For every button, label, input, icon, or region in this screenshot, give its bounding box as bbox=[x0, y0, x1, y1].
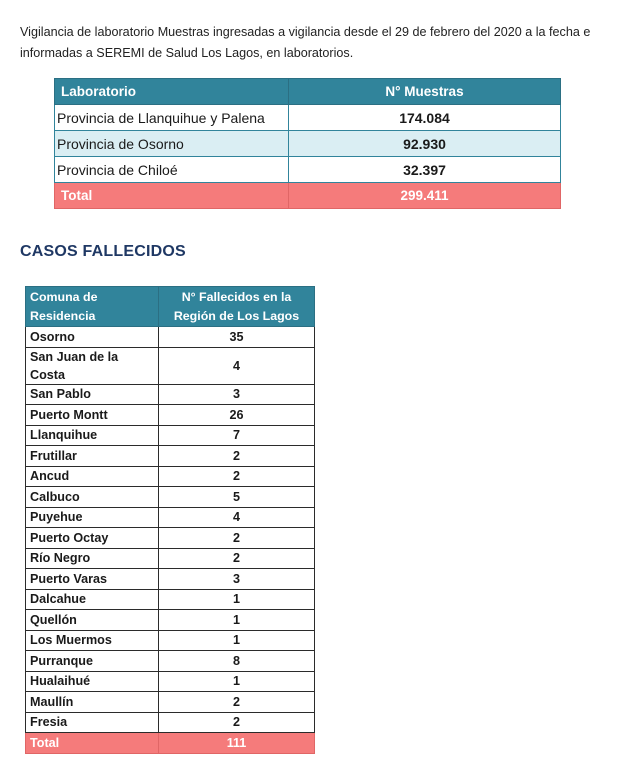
laboratory-samples-table bbox=[54, 78, 561, 209]
lab-total-label: Total bbox=[55, 183, 289, 209]
deaths-header-comuna-line2: Residencia bbox=[30, 308, 96, 323]
comuna-cell: Hualaihué bbox=[26, 671, 159, 692]
lab-header-muestras: N° Muestras bbox=[289, 79, 561, 105]
comuna-cell: Purranque bbox=[26, 651, 159, 672]
deaths-total-row bbox=[26, 733, 315, 754]
deaths-count-cell: 8 bbox=[159, 651, 315, 672]
table-row bbox=[26, 651, 315, 672]
deaths-table-header-row bbox=[26, 287, 315, 327]
deaths-header-comuna bbox=[26, 287, 159, 327]
deaths-count-cell: 5 bbox=[159, 487, 315, 508]
table-row bbox=[26, 466, 315, 487]
table-row bbox=[26, 610, 315, 631]
deaths-section-title: CASOS FALLECIDOS bbox=[20, 243, 186, 260]
lab-total-row bbox=[55, 183, 561, 209]
comuna-cell: Los Muermos bbox=[26, 630, 159, 651]
table-row bbox=[26, 528, 315, 549]
lab-value-cell: 174.084 bbox=[289, 105, 561, 131]
comuna-cell: Puerto Varas bbox=[26, 569, 159, 590]
table-row bbox=[26, 446, 315, 467]
table-row bbox=[26, 712, 315, 733]
table-row bbox=[26, 384, 315, 405]
deaths-count-cell: 3 bbox=[159, 384, 315, 405]
deaths-total-value: 111 bbox=[159, 733, 315, 754]
comuna-cell: Puyehue bbox=[26, 507, 159, 528]
table-row bbox=[55, 157, 561, 183]
lab-name-cell: Provincia de Chiloé bbox=[55, 157, 289, 183]
comuna-cell: Llanquihue bbox=[26, 425, 159, 446]
deaths-count-cell: 2 bbox=[159, 712, 315, 733]
comuna-cell: Quellón bbox=[26, 610, 159, 631]
deaths-count-cell: 2 bbox=[159, 528, 315, 549]
table-row bbox=[26, 507, 315, 528]
comuna-cell: Maullín bbox=[26, 692, 159, 713]
comuna-cell: Calbuco bbox=[26, 487, 159, 508]
deaths-count-cell: 1 bbox=[159, 671, 315, 692]
table-row bbox=[26, 671, 315, 692]
deaths-count-cell: 1 bbox=[159, 630, 315, 651]
lab-table-header-row bbox=[55, 79, 561, 105]
lab-value-cell: 92.930 bbox=[289, 131, 561, 157]
table-row bbox=[26, 589, 315, 610]
deaths-header-count-line1: N° Fallecidos en la bbox=[181, 289, 292, 304]
lab-total-value: 299.411 bbox=[289, 183, 561, 209]
table-row bbox=[26, 692, 315, 713]
comuna-cell: San Juan de la Costa bbox=[26, 347, 159, 384]
comuna-cell: Puerto Montt bbox=[26, 405, 159, 426]
table-row bbox=[55, 131, 561, 157]
deaths-count-cell: 26 bbox=[159, 405, 315, 426]
comuna-cell: Osorno bbox=[26, 327, 159, 348]
deaths-total-label: Total bbox=[26, 733, 159, 754]
comuna-cell: Dalcahue bbox=[26, 589, 159, 610]
comuna-cell: Ancud bbox=[26, 466, 159, 487]
table-row bbox=[26, 425, 315, 446]
comuna-cell: Fresia bbox=[26, 712, 159, 733]
table-row bbox=[26, 405, 315, 426]
table-row bbox=[26, 487, 315, 508]
deaths-table-body bbox=[26, 327, 315, 754]
deaths-count-cell: 2 bbox=[159, 692, 315, 713]
comuna-cell: San Pablo bbox=[26, 384, 159, 405]
deaths-header-comuna-line1: Comuna de bbox=[30, 289, 98, 304]
deaths-count-cell: 1 bbox=[159, 589, 315, 610]
deaths-count-cell: 35 bbox=[159, 327, 315, 348]
comuna-cell: Frutillar bbox=[26, 446, 159, 467]
lab-name-cell: Provincia de Llanquihue y Palena bbox=[55, 105, 289, 131]
lab-name-cell: Provincia de Osorno bbox=[55, 131, 289, 157]
deaths-count-cell: 4 bbox=[159, 507, 315, 528]
deaths-header-count-line2: Región de Los Lagos bbox=[173, 308, 300, 323]
comuna-cell: Puerto Octay bbox=[26, 528, 159, 549]
table-row bbox=[26, 630, 315, 651]
deaths-count-cell: 2 bbox=[159, 446, 315, 467]
deaths-count-cell: 1 bbox=[159, 610, 315, 631]
deaths-count-cell: 4 bbox=[159, 347, 315, 384]
comuna-cell: Río Negro bbox=[26, 548, 159, 569]
intro-paragraph: Vigilancia de laboratorio Muestras ingresadas a vigilancia desde el 29 de febrero del 2020 a la fecha e informadas a SEREMI de Salud Los Lagos, en laboratorios. bbox=[20, 24, 591, 60]
table-row bbox=[26, 327, 315, 348]
deaths-count-cell: 7 bbox=[159, 425, 315, 446]
lab-header-laboratorio: Laboratorio bbox=[55, 79, 289, 105]
deaths-table bbox=[25, 286, 315, 754]
deaths-count-cell: 2 bbox=[159, 466, 315, 487]
table-row bbox=[26, 548, 315, 569]
deaths-count-cell: 3 bbox=[159, 569, 315, 590]
table-row bbox=[26, 569, 315, 590]
table-row bbox=[26, 347, 315, 384]
deaths-count-cell: 2 bbox=[159, 548, 315, 569]
deaths-header-count bbox=[159, 287, 315, 327]
table-row bbox=[55, 105, 561, 131]
lab-value-cell: 32.397 bbox=[289, 157, 561, 183]
